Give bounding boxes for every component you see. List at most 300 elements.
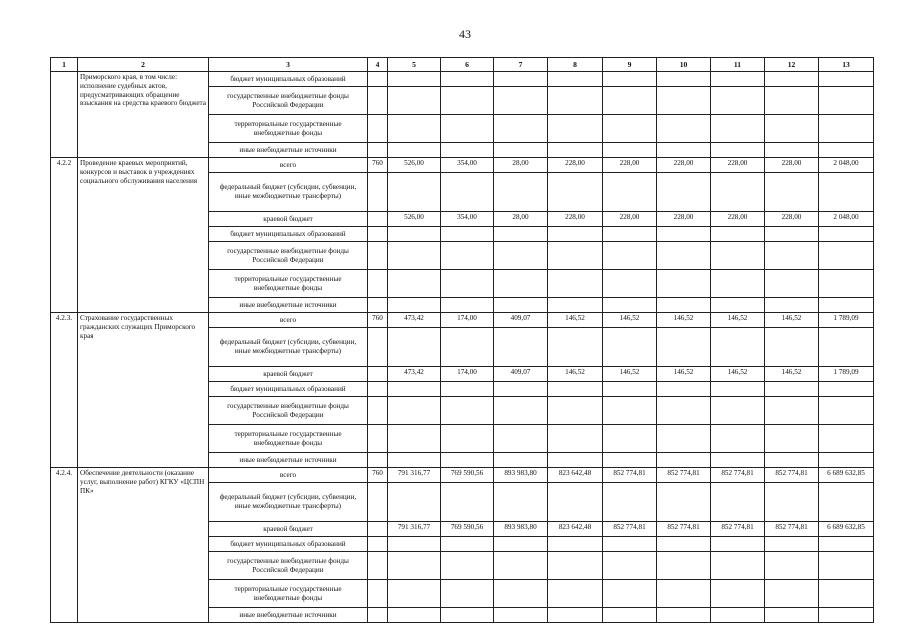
- value-cell: [657, 608, 711, 623]
- value-cell: [441, 87, 494, 115]
- value-cell: 146,52: [657, 313, 711, 328]
- value-cell: [819, 143, 874, 158]
- value-cell: [603, 242, 657, 270]
- header-cell: 3: [209, 58, 368, 72]
- code-cell: [368, 483, 388, 522]
- value-cell: [548, 453, 603, 468]
- value-cell: 852 774,81: [603, 468, 657, 483]
- funding-source-cell: территориальные государственные внебюджетные фонды: [209, 270, 368, 298]
- value-cell: [441, 483, 494, 522]
- value-cell: [765, 580, 819, 608]
- value-cell: [494, 580, 548, 608]
- value-cell: 146,52: [548, 367, 603, 382]
- value-cell: [494, 483, 548, 522]
- value-cell: 6 689 632,85: [819, 522, 874, 537]
- funding-source-cell: иные внебюджетные источники: [209, 298, 368, 313]
- code-cell: [368, 87, 388, 115]
- value-cell: [711, 453, 765, 468]
- value-cell: [441, 608, 494, 623]
- value-cell: [548, 328, 603, 367]
- value-cell: [548, 173, 603, 212]
- value-cell: [441, 270, 494, 298]
- funding-source-cell: иные внебюджетные источники: [209, 608, 368, 623]
- value-cell: [657, 115, 711, 143]
- value-cell: [441, 227, 494, 242]
- funding-source-cell: всего: [209, 313, 368, 328]
- table-row: [51, 158, 874, 173]
- value-cell: [548, 72, 603, 87]
- code-cell: [368, 298, 388, 313]
- value-cell: [494, 382, 548, 397]
- code-cell: [368, 453, 388, 468]
- value-cell: [603, 328, 657, 367]
- value-cell: [603, 397, 657, 425]
- value-cell: [388, 227, 441, 242]
- value-cell: [494, 173, 548, 212]
- value-cell: 146,52: [711, 367, 765, 382]
- value-cell: [603, 87, 657, 115]
- value-cell: [819, 382, 874, 397]
- value-cell: 228,00: [765, 212, 819, 227]
- value-cell: 2 048,00: [819, 158, 874, 173]
- value-cell: [441, 425, 494, 453]
- measure-name-cell: Страхование государственных гражданских служащих Приморского края: [78, 313, 209, 468]
- value-cell: 791 316,77: [388, 522, 441, 537]
- value-cell: [711, 382, 765, 397]
- value-cell: 174,00: [441, 313, 494, 328]
- funding-source-cell: бюджет муниципальных образований: [209, 537, 368, 552]
- value-cell: [388, 72, 441, 87]
- value-cell: 354,00: [441, 212, 494, 227]
- code-cell: [368, 115, 388, 143]
- value-cell: [603, 537, 657, 552]
- value-cell: [388, 143, 441, 158]
- value-cell: [494, 227, 548, 242]
- value-cell: [711, 143, 765, 158]
- value-cell: [388, 382, 441, 397]
- value-cell: 228,00: [603, 212, 657, 227]
- code-cell: [368, 72, 388, 87]
- code-cell: [368, 173, 388, 212]
- value-cell: [765, 537, 819, 552]
- value-cell: [765, 298, 819, 313]
- value-cell: [657, 227, 711, 242]
- value-cell: [765, 328, 819, 367]
- value-cell: [657, 537, 711, 552]
- value-cell: 6 689 632,85: [819, 468, 874, 483]
- header-cell: 5: [388, 58, 441, 72]
- value-cell: [388, 173, 441, 212]
- value-cell: [819, 173, 874, 212]
- value-cell: 146,52: [711, 313, 765, 328]
- value-cell: [548, 580, 603, 608]
- measure-name-cell: Проведение краевых мероприятий, конкурсов и выставок в учреждениях социального обслуживания населения: [78, 158, 209, 313]
- value-cell: [765, 143, 819, 158]
- value-cell: [441, 580, 494, 608]
- value-cell: [657, 143, 711, 158]
- value-cell: [603, 382, 657, 397]
- funding-source-cell: территориальные государственные внебюджетные фонды: [209, 115, 368, 143]
- value-cell: 852 774,81: [657, 522, 711, 537]
- value-cell: [441, 173, 494, 212]
- funding-source-cell: краевой бюджет: [209, 367, 368, 382]
- row-number-cell: [51, 72, 78, 158]
- funding-source-cell: иные внебюджетные источники: [209, 453, 368, 468]
- value-cell: [388, 453, 441, 468]
- code-cell: [368, 537, 388, 552]
- funding-source-cell: государственные внебюджетные фонды Российской Федерации: [209, 242, 368, 270]
- value-cell: [494, 115, 548, 143]
- header-cell: 12: [765, 58, 819, 72]
- value-cell: 28,00: [494, 158, 548, 173]
- value-cell: [711, 483, 765, 522]
- funding-source-cell: всего: [209, 468, 368, 483]
- header-cell: 6: [441, 58, 494, 72]
- value-cell: [711, 72, 765, 87]
- code-cell: [368, 382, 388, 397]
- value-cell: [494, 270, 548, 298]
- value-cell: 893 983,80: [494, 468, 548, 483]
- value-cell: [388, 425, 441, 453]
- value-cell: 228,00: [548, 158, 603, 173]
- value-cell: [819, 298, 874, 313]
- value-cell: [657, 425, 711, 453]
- value-cell: 1 789,09: [819, 313, 874, 328]
- value-cell: 228,00: [603, 158, 657, 173]
- value-cell: [711, 580, 765, 608]
- value-cell: [388, 580, 441, 608]
- value-cell: 473,42: [388, 313, 441, 328]
- value-cell: [494, 397, 548, 425]
- funding-source-cell: бюджет муниципальных образований: [209, 72, 368, 87]
- value-cell: [765, 552, 819, 580]
- value-cell: [548, 425, 603, 453]
- value-cell: [657, 72, 711, 87]
- value-cell: 769 590,56: [441, 522, 494, 537]
- value-cell: 174,00: [441, 367, 494, 382]
- value-cell: [441, 537, 494, 552]
- value-cell: [548, 382, 603, 397]
- value-cell: [548, 608, 603, 623]
- value-cell: [494, 537, 548, 552]
- table-row: [51, 72, 874, 87]
- value-cell: 1 789,09: [819, 367, 874, 382]
- value-cell: [548, 227, 603, 242]
- value-cell: [441, 242, 494, 270]
- funding-source-cell: краевой бюджет: [209, 212, 368, 227]
- value-cell: [388, 298, 441, 313]
- value-cell: [494, 608, 548, 623]
- value-cell: [819, 328, 874, 367]
- header-cell: 10: [657, 58, 711, 72]
- value-cell: 146,52: [603, 367, 657, 382]
- value-cell: [819, 580, 874, 608]
- value-cell: [765, 72, 819, 87]
- row-number-cell: 4.2.4.: [51, 468, 78, 623]
- value-cell: 354,00: [441, 158, 494, 173]
- value-cell: 228,00: [765, 158, 819, 173]
- code-cell: [368, 328, 388, 367]
- value-cell: [494, 242, 548, 270]
- value-cell: [657, 552, 711, 580]
- funding-source-cell: территориальные государственные внебюджетные фонды: [209, 580, 368, 608]
- value-cell: [819, 537, 874, 552]
- value-cell: [657, 328, 711, 367]
- value-cell: [711, 115, 765, 143]
- funding-source-cell: бюджет муниципальных образований: [209, 227, 368, 242]
- value-cell: [603, 270, 657, 298]
- value-cell: [548, 242, 603, 270]
- value-cell: [388, 537, 441, 552]
- value-cell: [441, 143, 494, 158]
- value-cell: [548, 483, 603, 522]
- value-cell: [711, 425, 765, 453]
- value-cell: 2 048,00: [819, 212, 874, 227]
- value-cell: [388, 115, 441, 143]
- value-cell: [494, 425, 548, 453]
- measure-name-cell: Обеспечение деятельности (оказание услуг, выполнение работ) КГКУ «ЦСПН ПК»: [78, 468, 209, 623]
- value-cell: 791 316,77: [388, 468, 441, 483]
- header-cell: 2: [78, 58, 209, 72]
- value-cell: [711, 397, 765, 425]
- value-cell: [765, 227, 819, 242]
- value-cell: [494, 87, 548, 115]
- value-cell: [765, 242, 819, 270]
- value-cell: [819, 453, 874, 468]
- funding-source-cell: бюджет муниципальных образований: [209, 382, 368, 397]
- value-cell: 409,07: [494, 313, 548, 328]
- value-cell: [819, 242, 874, 270]
- value-cell: [711, 87, 765, 115]
- value-cell: 769 590,56: [441, 468, 494, 483]
- value-cell: 893 983,80: [494, 522, 548, 537]
- value-cell: [711, 608, 765, 623]
- value-cell: [388, 270, 441, 298]
- value-cell: [603, 72, 657, 87]
- funding-source-cell: федеральный бюджет (субсидии, субвенции, иные межбюджетные трансферты): [209, 328, 368, 367]
- value-cell: [711, 270, 765, 298]
- header-cell: 8: [548, 58, 603, 72]
- value-cell: [765, 397, 819, 425]
- value-cell: [494, 453, 548, 468]
- value-cell: [711, 537, 765, 552]
- value-cell: [388, 483, 441, 522]
- header-cell: 13: [819, 58, 874, 72]
- value-cell: [441, 298, 494, 313]
- value-cell: 28,00: [494, 212, 548, 227]
- value-cell: [765, 173, 819, 212]
- value-cell: [765, 87, 819, 115]
- value-cell: [711, 227, 765, 242]
- value-cell: [765, 608, 819, 623]
- code-cell: [368, 227, 388, 242]
- value-cell: 852 774,81: [657, 468, 711, 483]
- value-cell: 526,00: [388, 212, 441, 227]
- value-cell: 823 642,48: [548, 468, 603, 483]
- value-cell: 228,00: [657, 158, 711, 173]
- value-cell: [603, 143, 657, 158]
- value-cell: 852 774,81: [603, 522, 657, 537]
- code-cell: 760: [368, 468, 388, 483]
- value-cell: 146,52: [548, 313, 603, 328]
- code-cell: [368, 425, 388, 453]
- page-number: 43: [459, 27, 471, 41]
- value-cell: [819, 72, 874, 87]
- value-cell: [657, 453, 711, 468]
- value-cell: [548, 397, 603, 425]
- value-cell: [494, 552, 548, 580]
- header-cell: 4: [368, 58, 388, 72]
- value-cell: [819, 227, 874, 242]
- header-cell: 11: [711, 58, 765, 72]
- code-cell: [368, 522, 388, 537]
- value-cell: 146,52: [603, 313, 657, 328]
- value-cell: [657, 242, 711, 270]
- value-cell: [711, 298, 765, 313]
- funding-source-cell: иные внебюджетные источники: [209, 143, 368, 158]
- funding-source-cell: федеральный бюджет (субсидии, субвенции, иные межбюджетные трансферты): [209, 173, 368, 212]
- value-cell: [548, 115, 603, 143]
- value-cell: 526,00: [388, 158, 441, 173]
- code-cell: [368, 608, 388, 623]
- value-cell: [388, 552, 441, 580]
- value-cell: [441, 397, 494, 425]
- value-cell: [765, 270, 819, 298]
- header-cell: 1: [51, 58, 78, 72]
- funding-source-cell: территориальные государственные внебюджетные фонды: [209, 425, 368, 453]
- value-cell: [548, 552, 603, 580]
- value-cell: [819, 115, 874, 143]
- code-cell: [368, 143, 388, 158]
- value-cell: [603, 227, 657, 242]
- value-cell: [388, 242, 441, 270]
- value-cell: [765, 425, 819, 453]
- value-cell: 823 642,48: [548, 522, 603, 537]
- value-cell: [603, 115, 657, 143]
- code-cell: [368, 212, 388, 227]
- code-cell: [368, 242, 388, 270]
- funding-source-cell: краевой бюджет: [209, 522, 368, 537]
- value-cell: [441, 72, 494, 87]
- code-cell: [368, 367, 388, 382]
- value-cell: 146,52: [765, 367, 819, 382]
- value-cell: [711, 242, 765, 270]
- value-cell: [603, 298, 657, 313]
- value-cell: [765, 483, 819, 522]
- value-cell: [441, 453, 494, 468]
- value-cell: 228,00: [548, 212, 603, 227]
- budget-table: [50, 57, 874, 623]
- header-row: [51, 58, 874, 72]
- value-cell: [388, 328, 441, 367]
- funding-source-cell: государственные внебюджетные фонды Российской Федерации: [209, 397, 368, 425]
- code-cell: 760: [368, 158, 388, 173]
- value-cell: [494, 328, 548, 367]
- code-cell: [368, 397, 388, 425]
- value-cell: 852 774,81: [765, 522, 819, 537]
- value-cell: [819, 425, 874, 453]
- header-cell: 7: [494, 58, 548, 72]
- value-cell: 473,42: [388, 367, 441, 382]
- code-cell: [368, 552, 388, 580]
- value-cell: [548, 143, 603, 158]
- value-cell: [819, 552, 874, 580]
- value-cell: [819, 270, 874, 298]
- funding-source-cell: государственные внебюджетные фонды Российской Федерации: [209, 87, 368, 115]
- header-cell: 9: [603, 58, 657, 72]
- value-cell: [657, 270, 711, 298]
- code-cell: 760: [368, 313, 388, 328]
- value-cell: 852 774,81: [765, 468, 819, 483]
- value-cell: [603, 552, 657, 580]
- row-number-cell: 4.2.2: [51, 158, 78, 313]
- value-cell: [603, 425, 657, 453]
- value-cell: [441, 115, 494, 143]
- value-cell: [548, 270, 603, 298]
- value-cell: [603, 580, 657, 608]
- code-cell: [368, 270, 388, 298]
- funding-source-cell: федеральный бюджет (субсидии, субвенции, иные межбюджетные трансферты): [209, 483, 368, 522]
- value-cell: [657, 298, 711, 313]
- value-cell: [657, 483, 711, 522]
- value-cell: [819, 397, 874, 425]
- value-cell: [548, 537, 603, 552]
- value-cell: [388, 87, 441, 115]
- value-cell: [711, 328, 765, 367]
- table-row: [51, 313, 874, 328]
- value-cell: [711, 552, 765, 580]
- value-cell: [711, 173, 765, 212]
- value-cell: [765, 382, 819, 397]
- value-cell: 409,07: [494, 367, 548, 382]
- value-cell: 852 774,81: [711, 468, 765, 483]
- value-cell: [765, 453, 819, 468]
- measure-name-cell: Приморского края, в том числе: исполнение судебных актов, предусматривающих обращение взыскания на средства краевого бюджета: [78, 72, 209, 158]
- value-cell: [548, 87, 603, 115]
- value-cell: 146,52: [765, 313, 819, 328]
- value-cell: [494, 298, 548, 313]
- value-cell: 852 774,81: [711, 522, 765, 537]
- funding-source-cell: всего: [209, 158, 368, 173]
- value-cell: [819, 483, 874, 522]
- value-cell: [441, 382, 494, 397]
- value-cell: [603, 483, 657, 522]
- value-cell: [441, 552, 494, 580]
- value-cell: [388, 608, 441, 623]
- value-cell: [657, 382, 711, 397]
- value-cell: [657, 580, 711, 608]
- value-cell: [657, 87, 711, 115]
- value-cell: [819, 608, 874, 623]
- value-cell: 146,52: [657, 367, 711, 382]
- value-cell: [603, 173, 657, 212]
- value-cell: [494, 72, 548, 87]
- value-cell: 228,00: [711, 158, 765, 173]
- value-cell: [441, 328, 494, 367]
- value-cell: [657, 173, 711, 212]
- value-cell: [603, 453, 657, 468]
- value-cell: [548, 298, 603, 313]
- value-cell: [657, 397, 711, 425]
- value-cell: 228,00: [657, 212, 711, 227]
- value-cell: [494, 143, 548, 158]
- value-cell: [819, 87, 874, 115]
- table-row: [51, 468, 874, 483]
- value-cell: [765, 115, 819, 143]
- value-cell: 228,00: [711, 212, 765, 227]
- code-cell: [368, 580, 388, 608]
- funding-source-cell: государственные внебюджетные фонды Российской Федерации: [209, 552, 368, 580]
